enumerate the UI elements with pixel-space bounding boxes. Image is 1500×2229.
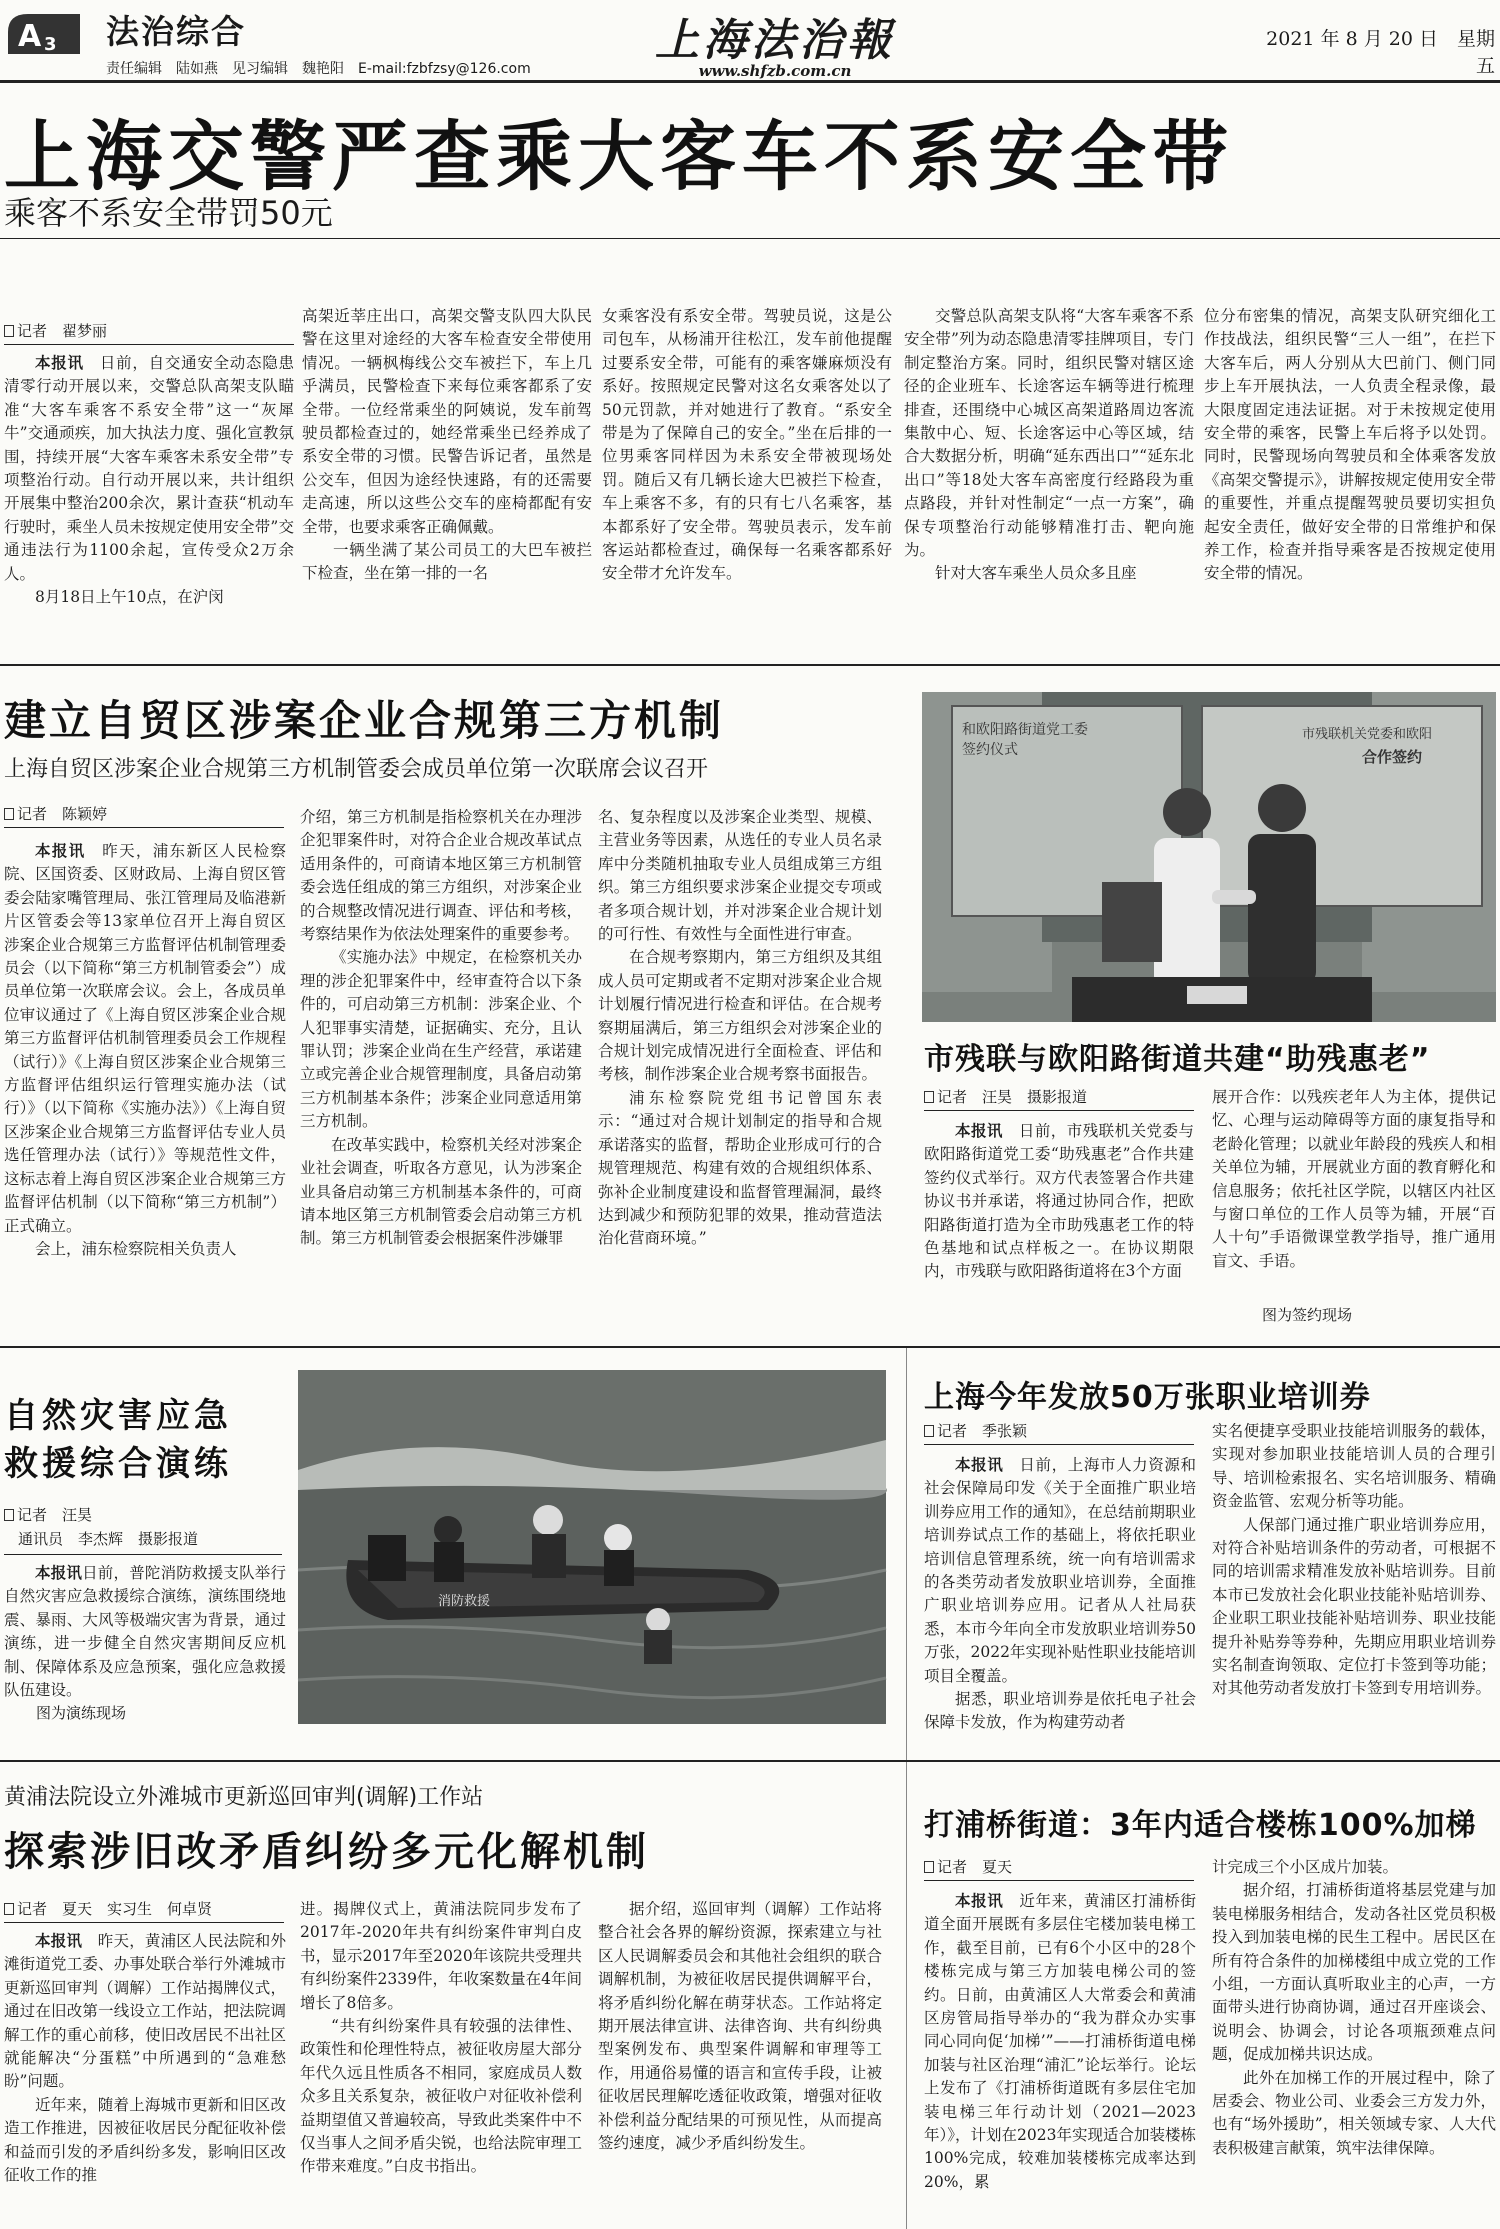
article4-body: 本报讯日前，普陀消防救援支队举行自然灾害应急救援综合演练，演练围绕地震、暴雨、大风等极端灾害为背景，通过演练，进一步健全自然灾害期间反应机制、保障体系及应急预案，强化应急救援队伍建设。 <box>4 1564 286 1700</box>
article2-col3: 名、复杂程度以及涉案企业类型、规模、主营业务等因素，从选任的专业人员名录库中分类随机抽取专业人员组成第三方组织。第三方组织要求涉案企业提交专项或者多项合规计划，并对涉案企业合规计划的可行性、有效性与全面性进行审查。 在合规考察期内，第三方组织及其组成人员可定期或者不定期对涉案企业合规计划履行情况进行检查和评估。在合规考察期届满后，第三方组织会对涉案企业的合规计划完成情况进行全面检查、评估和考核，制作涉案企业合规考察书面报告。 浦东检察院党组书记曾国东表示：“通过对合规计划制定的指导和合规承诺落实的监督，帮助企业形成可行的合规管理规范、构建有效的合规组织体系、弥补企业制度建设和监督管理漏洞，最终达到减少和预防犯罪的效果，推动营造法治化营商环境。” <box>598 808 882 1248</box>
article5-col1: 本报讯 日前，上海市人力资源和社会保障局印发《关于全面推广职业培训券应用工作的通知》，在总结前期职业培训券试点工作的基础上，将依托职业培训信息管理系统，统一向有培训需求的各类劳动者发放职业培训券，全面推广职业培训券应用。记者从人社局获悉，本市今年向全市发放职业培训券50万张，2022年实现补贴性职业技能培训项目全覆盖。 据悉，职业培训券是依托电子社会保障卡发放，作为构建劳动者 <box>924 1456 1196 1732</box>
article1-col2: 高架近莘庄出口，高架交警支队四大队民警在这里对途经的大客车检查安全带使用情况。一辆枫梅线公交车被拦下，车上几乎满员，民警检查下来每位乘客都系了安全带。一位经常乘坐的阿姨说，发车前驾驶员都检查过的，她经常乘坐已经养成了系安全带的习惯。民警告诉记者，虽然是公交车，但因为途经快速路，有的还需要走高速，所以这些公交车的座椅都配有安全带，也要求乘客正确佩戴。 一辆坐满了某公司员工的大巴车被拦下检查，坐在第一排的一名 <box>302 307 592 583</box>
mid-rule <box>0 1346 1500 1348</box>
byline-rule <box>924 1110 1194 1111</box>
article1-byline: 记者 翟梦丽 <box>4 320 107 341</box>
article5-headline: 上海今年发放50万张职业培训券 <box>924 1380 1371 1415</box>
banner-left-text: 和欧阳路街道党工委 <box>962 722 1088 738</box>
article5-col2: 实名便捷享受职业技能培训服务的载体，实现对参加职业技能培训人员的合理引导、培训检索报名、实名培训服务、精确资金监管、宏观分析等功能。 人保部门通过推广职业培训券应用，对符合补贴培训条件的劳动者，可根据不同的培训需求精准发放补贴培训券。目前本市已发放社会化职业技能补贴培训券、企业职工职业技能补贴培训券、职业技能提升补贴券等券种，先期应用职业培训券实名制查询领取、定位打卡签到等功能；对其他劳动者发放打卡签到专用培训券。 <box>1212 1422 1496 1698</box>
byline-rule <box>924 1880 1194 1881</box>
article2-byline: 记者 陈颖婷 <box>4 803 107 824</box>
column-divider <box>906 1762 907 2229</box>
article1-col1: 本报讯 日前，自交通安全动态隐患清零行动开展以来，交警总队高架支队瞄准“大客车乘客不系安全带”这一“灰犀牛”交通顽疾，加大执法力度、强化宣教氛围，持续开展“大客车乘客未系安全带”专项整治行动。自行动开展以来，共计组织开展集中整治200余次，累计查获“机动车行驶时，乘坐人员未按规定使用安全带”交通违法行为1100余起，宣传受众2万余人。 8月18日上午10点，在沪闵 <box>4 354 294 607</box>
lower-rule <box>0 1760 1500 1762</box>
article4-headline-1: 自然灾害应急 <box>4 1396 232 1436</box>
editors-line: 责任编辑 陆如燕 见习编辑 魏艳阳 E-mail:fzbfzsy@126.com <box>106 61 531 77</box>
article7-col2: 计完成三个小区成片加装。 据介绍，打浦桥街道将基层党建与加装电梯服务相结合，发动各社区党员积极投入到加装电梯的民生工程中。居民区在所有符合条件的加梯楼组中成立党的工作小组，一方面认真听取业主的心声，一方面带头进行协商协调，通过召开座谈会、说明会、协调会，讨论各项瓶颈难点问题，促成加梯共识达成。 此外在加梯工作的开展过程中，除了居委会、物业公司、业委会三方发力外，也有“场外援助”，相关领域专家、人大代表积极建言献策，筑牢法律保障。 <box>1212 1858 1496 2157</box>
column-divider <box>906 1348 907 1760</box>
article1-rule <box>0 238 1500 239</box>
article3-byline: 记者 汪昊 摄影报道 <box>924 1086 1087 1107</box>
section-title: 法治综合 <box>106 12 246 51</box>
article6-byline: 记者 夏天 实习生 何卓贤 <box>4 1898 212 1919</box>
byline-rule <box>4 344 294 345</box>
signing-photo <box>922 692 1496 1022</box>
article4-headline-2: 救援综合演练 <box>4 1444 232 1484</box>
article3-headline: 市残联与欧阳路街道共建“助残惠老” <box>924 1042 1431 1077</box>
article1-col5: 位分布密集的情况，高架支队研究细化工作技战法，组织民警“三人一组”，在拦下大客车后，两人分别从大巴前门、侧门同步上车开展执法，一人负责全程录像，最大限度固定违法证据。对于未按规定使用安全带的乘客，民警上车后将予以处罚。同时，民警现场向驾驶员和全体乘客发放《高架交警提示》，讲解按规定使用安全带的重要性，并重点提醒驾驶员要切实担负起安全责任，做好安全带的日常维护和保养工作，检查并指导乘客是否按规定使用安全带的情况。 <box>1204 307 1496 583</box>
article3-col1: 本报讯 日前，市残联机关党委与欧阳路街道党工委“助残惠老”合作共建签约仪式举行。双方代表签署合作共建协议书并承诺，将通过协同合作，把欧阳路街道打造为全市助残惠老工作的特色基地和试点样板之一。在协议期限内，市残联与欧阳路街道将在3个方面 <box>924 1122 1194 1281</box>
article4-byline2: 通讯员 李杰辉 摄影报道 <box>18 1530 199 1548</box>
byline-box-icon <box>924 1091 934 1103</box>
article7-headline: 打浦桥街道：3年内适合楼栋100%加梯 <box>924 1808 1477 1843</box>
article5-byline: 记者 季张颖 <box>924 1420 1027 1441</box>
article6-col2: 进。揭牌仪式上，黄浦法院同步发布了2017年-2020年共有纠纷案件审判白皮书，显示2017年至2020年该院共受理共有纠纷案件2339件，年收案数量在4年间增长了8倍多。 “共有纠纷案件具有较强的法律性、政策性和伦理性特点，被征收房屋大部分年代久远且性质各不相同，家庭成员人数众多且关系复杂，被征收户对征收补偿利益期望值又普遍较高，导致此类案件中不仅当事人之间矛盾尖锐，也给法院审理工作带来难度。”白皮书指出。 <box>300 1900 582 2176</box>
issue-date: 2021 年 8 月 20 日 星期五 <box>1266 28 1495 77</box>
article4-byline1: 记者 汪昊 <box>4 1504 92 1525</box>
byline-rule <box>4 827 284 828</box>
page-number: 3 <box>44 34 57 55</box>
page-letter: A <box>18 19 42 54</box>
byline-rule <box>4 1922 284 1923</box>
article4-caption: 图为演练现场 <box>36 1704 127 1722</box>
article7-byline: 记者 夏天 <box>924 1856 1012 1877</box>
newspaper-url[interactable]: www.shfzb.com.cn <box>698 62 852 80</box>
article1-bottom-rule <box>0 664 1500 666</box>
article3-col2: 展开合作：以残疾老年人为主体，提供记忆、心理与运动障碍等方面的康复指导和老龄化管理；以就业年龄段的残疾人和相关单位为辅，开展就业方面的教育孵化和信息服务；依托社区学院，以辖区内社区与窗口单位的工作人员等为辅，开展“百人十句”手语微课堂教学指导，推广通用盲文、手语。 <box>1212 1088 1496 1270</box>
article6-headline: 探索涉旧改矛盾纠纷多元化解机制 <box>4 1829 649 1875</box>
byline-box-icon <box>4 325 14 337</box>
article6-col3: 据介绍，巡回审判（调解）工作站将整合社会各界的解纷资源，探索建立与社区人民调解委员会和其他社会组织的联合调解机制，为被征收居民提供调解平台，将矛盾纠纷化解在萌芽状态。工作站将定期开展法律宣讲、法律咨询、共有纠纷典型案例发布、典型案件调解和审理等工作，用通俗易懂的语言和宣传手段，让被征收居民理解吃透征收政策，增强对征收补偿利益分配结果的可预见性，从而提高签约速度，减少矛盾纠纷发生。 <box>598 1900 882 2153</box>
byline-rule <box>924 1444 1194 1445</box>
byline-box-icon <box>4 1509 14 1521</box>
article1-subhead: 乘客不系安全带罚50元 <box>4 194 333 232</box>
byline-box-icon <box>4 1903 14 1915</box>
article2-headline: 建立自贸区涉案企业合规第三方机制 <box>4 696 725 745</box>
masthead-rule <box>0 80 1500 83</box>
banner-right-text: 市残联机关党委和欧阳 <box>1302 727 1433 742</box>
article1-col4: 交警总队高架支队将“大客车乘客不系安全带”列为动态隐患清零挂牌项目，专门制定整治方案。同时，组织民警对辖区途径的企业班车、长途客运车辆等进行梳理排查，还围绕中心城区高架道路周边客流集散中心、短、长途客运中心等区域，结合大数据分析，明确“延东西出口”“延东北出口”等18处大客车高密度行经路段为重点路段，并针对性制定“一点一方案”，确保专项整治行动能够精准打击、靶向施为。 针对大客车乘坐人员众多且座 <box>904 307 1194 583</box>
article6-kicker: 黄浦法院设立外滩城市更新巡回审判(调解)工作站 <box>4 1785 484 1810</box>
banner-right-text2: 合作签约 <box>1362 748 1423 766</box>
page-badge-icon <box>4 10 84 58</box>
article7-col1: 本报讯 近年来，黄浦区打浦桥街道全面开展既有多层住宅楼加装电梯工作，截至目前，已有6个小区中的28个楼栋完成与第三方加装电梯公司的签约。日前，由黄浦区人大常委会和黄浦区房管局指导举办的“我为群众办实事 同心同向促‘加梯’”——打浦桥街道电梯加装与社区治理“浦汇”论坛举行。论坛上发布了《打浦桥街道既有多层住宅加装电梯三年行动计划（2021—2023年）》，计划在2023年实现适合加装楼栋100%完成，较难加装楼栋完成率达到20%，累 <box>924 1892 1212 2191</box>
byline-box-icon <box>924 1425 934 1437</box>
article2-subhead: 上海自贸区涉案企业合规第三方机制管委会成员单位第一次联席会议召开 <box>4 757 709 782</box>
article2-col2: 介绍，第三方机制是指检察机关在办理涉企犯罪案件时，对符合企业合规改革试点适用条件的，可商请本地区第三方机制管委会选任组成的第三方组织，对涉案企业的合规整改情况进行调查、评估和考核，考察结果作为依法处理案件的重要参考。 《实施办法》中规定，在检察机关办理的涉企犯罪案件中，经审查符合以下条件的，可启动第三方机制：涉案企业、个人犯罪事实清楚，证据确实、充分，且认罪认罚；涉案企业尚在生产经营，承诺建立或完善企业合规管理制度，具备启动第三方机制基本条件；涉案企业同意适用第三方机制。 在改革实践中，检察机关经对涉案企业社会调查，听取各方意见，认为涉案企业具备启动第三方机制基本条件的，可商请本地区第三方机制管委会启动第三方机制。第三方机制管委会根据案件涉嫌罪 <box>300 808 582 1248</box>
newspaper-name: 上海法治報 <box>655 15 895 66</box>
article6-col1: 本报讯 昨天，黄浦区人民法院和外滩街道党工委、办事处联合举行外滩城市更新巡回审判（调解）工作站揭牌仪式，通过在旧改第一线设立工作站，把法院调解工作的重心前移，使旧改居民不出社区就能解决“分蛋糕”中所遇到的“急难愁盼”问题。 近年来，随着上海城市更新和旧区改造工作推进，因被征收居民分配征收补偿和益而引发的矛盾纠纷多发，影响旧区改征收工作的推 <box>4 1932 286 2185</box>
article1-col3: 女乘客没有系安全带。驾驶员说，这是公司包车，从杨浦开往松江，发车前他提醒过要系安全带，可能有的乘客嫌麻烦没有系好。按照规定民警对这名女乘客处以了50元罚款，并对她进行了教育。“系安全带是为了保障自己的安全。”坐在后排的一位男乘客同样因为未系安全带被现场处罚。随后又有几辆长途大巴被拦下检查，车上乘客不多，有的只有七八名乘客，基本都系好了安全带。驾驶员表示，发车前客运站都检查过，确保每一名乘客都系好安全带才允许发车。 <box>602 307 892 583</box>
byline-box-icon <box>924 1861 934 1873</box>
article1-headline: 上海交警严查乘大客车不系安全带 <box>4 112 1234 201</box>
drill-photo <box>298 1370 886 1724</box>
byline-box-icon <box>4 808 14 820</box>
boat-label: 消防救援 <box>438 1594 491 1609</box>
banner-left-text2: 签约仪式 <box>962 742 1018 758</box>
page-badge <box>4 10 96 58</box>
byline-rule <box>4 1554 282 1555</box>
article3-caption: 图为签约现场 <box>1262 1306 1353 1324</box>
article2-col1: 本报讯 昨天，浦东新区人民检察院、区国资委、区财政局、上海自贸区管委会陆家嘴管理局、张江管理局及临港新片区管委会等13家单位召开上海自贸区涉案企业合规第三方监督评估机制管理委员会（以下简称“第三方机制管委会”）成员单位第一次联席会议。会上，各成员单位审议通过了《上海自贸区涉案企业合规第三方监督评估机制管理委员会工作规程（试行）》《上海自贸区涉案企业合规第三方监督评估组织运行管理实施办法（试行）》（以下简称《实施办法》）《上海自贸区涉案企业合规第三方监督评估专业人员选任管理办法（试行）》等规范性文件，这标志着上海自贸区涉案企业合规第三方监督评估机制（以下简称“第三方机制”）正式确立。 会上，浦东检察院相关负责人 <box>4 842 286 1258</box>
